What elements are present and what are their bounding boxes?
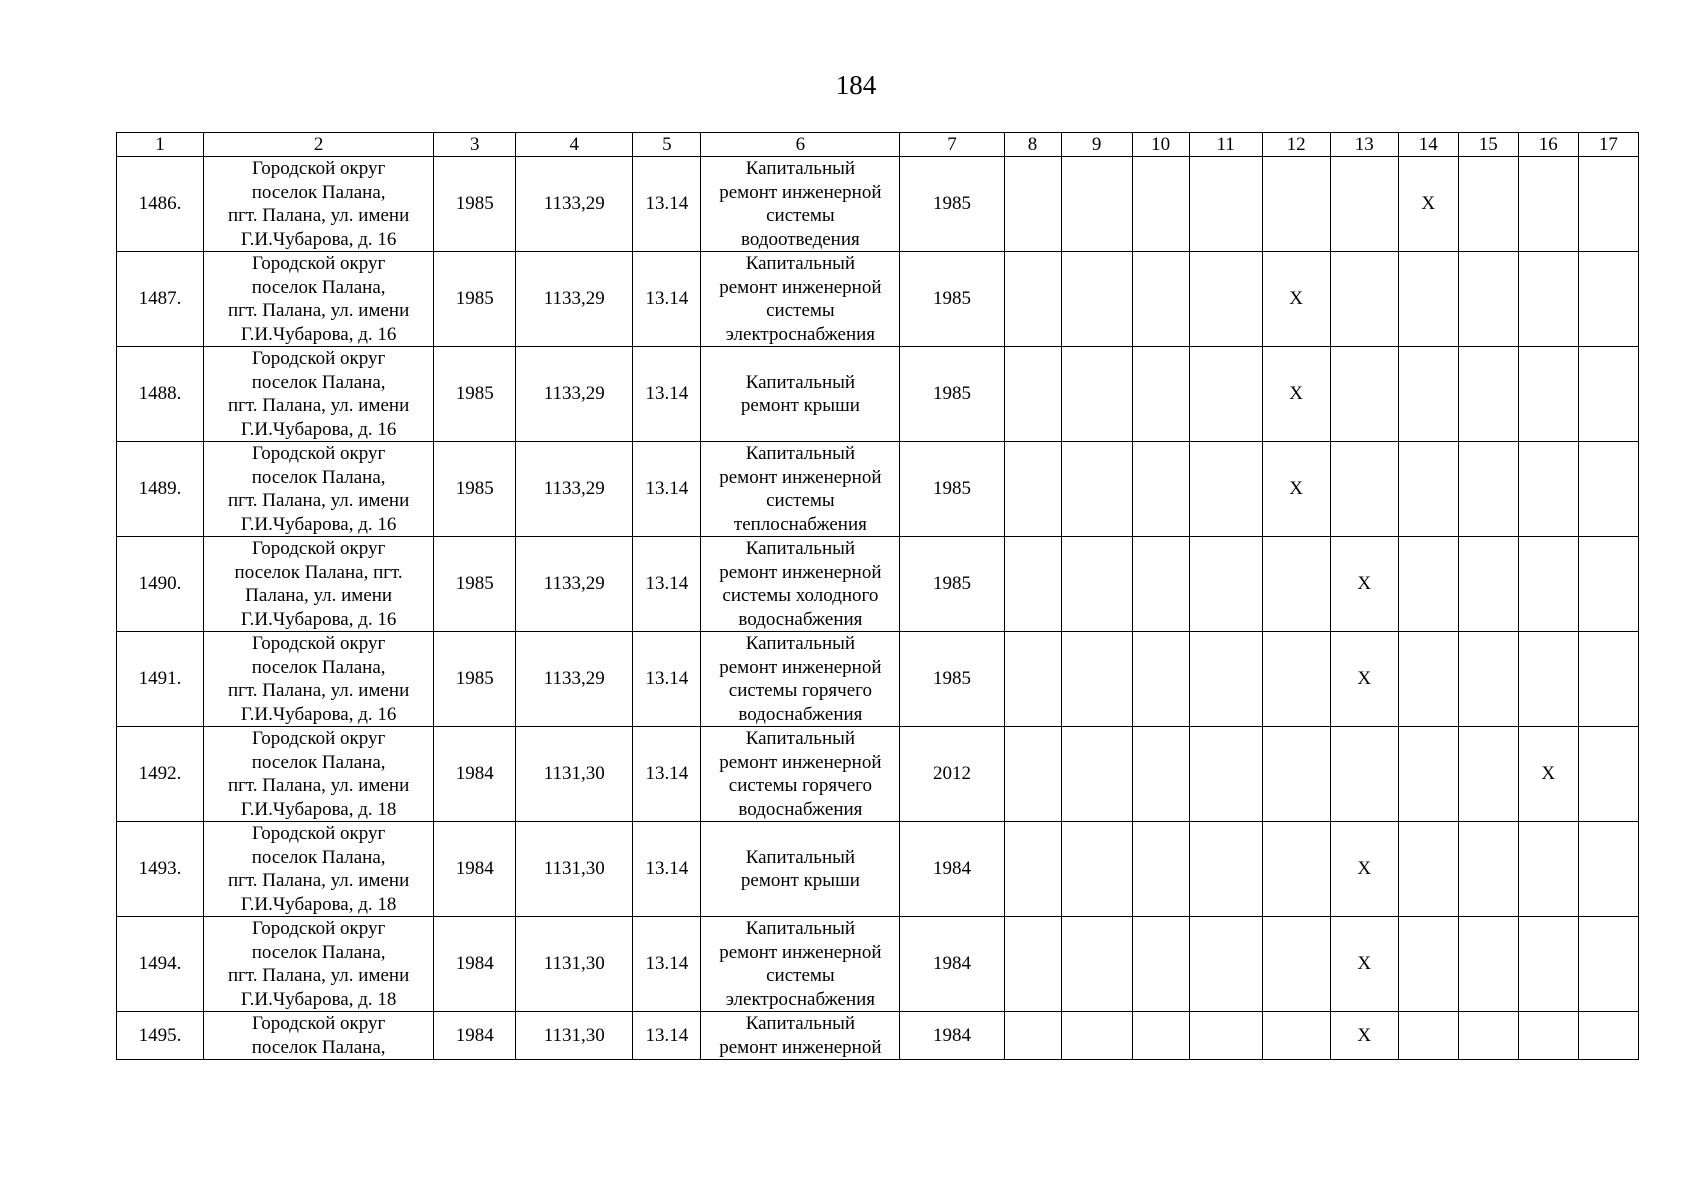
mark-cell: X — [1330, 537, 1398, 632]
row-number-cell: 1494. — [117, 917, 204, 1012]
empty-cell — [1330, 252, 1398, 347]
empty-cell — [1132, 632, 1189, 727]
empty-cell — [1458, 727, 1518, 822]
empty-cell — [1132, 727, 1189, 822]
empty-cell — [1398, 442, 1458, 537]
area-cell: 1133,29 — [516, 442, 633, 537]
year-cell: 1985 — [900, 347, 1004, 442]
area-cell: 1131,30 — [516, 822, 633, 917]
column-number-cell: 16 — [1518, 133, 1578, 157]
column-number-cell: 1 — [117, 133, 204, 157]
area-cell: 1133,29 — [516, 157, 633, 252]
empty-cell — [1132, 537, 1189, 632]
row-number-cell: 1495. — [117, 1012, 204, 1060]
build-year-cell: 1984 — [434, 917, 516, 1012]
row-number-cell: 1493. — [117, 822, 204, 917]
work-type-cell: Капитальный ремонт инженерной — [701, 1012, 900, 1060]
row-number-cell: 1490. — [117, 537, 204, 632]
empty-cell — [1132, 442, 1189, 537]
area-cell: 1133,29 — [516, 632, 633, 727]
empty-cell — [1061, 157, 1132, 252]
table-row — [117, 252, 1639, 347]
row-number-cell: 1489. — [117, 442, 204, 537]
empty-cell — [1518, 822, 1578, 917]
work-type-cell: Капитальный ремонт инженерной системы холодного водоснабжения — [701, 537, 900, 632]
empty-cell — [1518, 347, 1578, 442]
empty-cell — [1189, 157, 1262, 252]
empty-cell — [1061, 442, 1132, 537]
empty-cell — [1189, 537, 1262, 632]
empty-cell — [1578, 537, 1638, 632]
empty-cell — [1458, 442, 1518, 537]
code-cell: 13.14 — [633, 727, 701, 822]
empty-cell — [1189, 442, 1262, 537]
empty-cell — [1398, 727, 1458, 822]
empty-cell — [1061, 537, 1132, 632]
column-number-cell: 7 — [900, 133, 1004, 157]
empty-cell — [1578, 347, 1638, 442]
empty-cell — [1262, 537, 1330, 632]
column-number-cell: 5 — [633, 133, 701, 157]
capital-repair-table — [116, 132, 1639, 1060]
empty-cell — [1004, 917, 1061, 1012]
empty-cell — [1518, 442, 1578, 537]
table-row — [117, 632, 1639, 727]
area-cell: 1133,29 — [516, 347, 633, 442]
empty-cell — [1578, 632, 1638, 727]
empty-cell — [1578, 1012, 1638, 1060]
address-cell: Городской округ поселок Палана, пгт. Палана, ул. имени Г.И.Чубарова, д. 16 — [204, 157, 434, 252]
empty-cell — [1330, 727, 1398, 822]
mark-cell: X — [1398, 157, 1458, 252]
column-number-row — [117, 133, 1639, 157]
work-type-cell: Капитальный ремонт инженерной системы электроснабжения — [701, 917, 900, 1012]
empty-cell — [1061, 347, 1132, 442]
empty-cell — [1578, 917, 1638, 1012]
mark-cell: X — [1518, 727, 1578, 822]
empty-cell — [1262, 157, 1330, 252]
build-year-cell: 1984 — [434, 1012, 516, 1060]
empty-cell — [1518, 537, 1578, 632]
page-number: 184 — [835, 70, 877, 100]
code-cell: 13.14 — [633, 632, 701, 727]
empty-cell — [1189, 1012, 1262, 1060]
column-number-cell: 12 — [1262, 133, 1330, 157]
empty-cell — [1262, 1012, 1330, 1060]
empty-cell — [1398, 347, 1458, 442]
mark-cell: X — [1262, 347, 1330, 442]
column-number-cell: 3 — [434, 133, 516, 157]
empty-cell — [1578, 822, 1638, 917]
empty-cell — [1398, 1012, 1458, 1060]
empty-cell — [1004, 1012, 1061, 1060]
empty-cell — [1578, 442, 1638, 537]
work-type-cell: Капитальный ремонт инженерной системы теплоснабжения — [701, 442, 900, 537]
year-cell: 1984 — [900, 917, 1004, 1012]
empty-cell — [1061, 252, 1132, 347]
column-number-cell: 9 — [1061, 133, 1132, 157]
empty-cell — [1004, 157, 1061, 252]
mark-cell: X — [1330, 917, 1398, 1012]
work-type-cell: Капитальный ремонт инженерной системы горячего водоснабжения — [701, 727, 900, 822]
empty-cell — [1458, 917, 1518, 1012]
empty-cell — [1132, 347, 1189, 442]
build-year-cell: 1985 — [434, 157, 516, 252]
address-cell: Городской округ поселок Палана, пгт. Палана, ул. имени Г.И.Чубарова, д. 16 — [204, 632, 434, 727]
empty-cell — [1061, 1012, 1132, 1060]
address-cell: Городской округ поселок Палана, пгт. Палана, ул. имени Г.И.Чубарова, д. 16 — [204, 537, 434, 632]
table-row — [117, 157, 1639, 252]
empty-cell — [1330, 347, 1398, 442]
empty-cell — [1132, 157, 1189, 252]
empty-cell — [1189, 632, 1262, 727]
build-year-cell: 1985 — [434, 537, 516, 632]
empty-cell — [1189, 347, 1262, 442]
column-number-cell: 6 — [701, 133, 900, 157]
empty-cell — [1189, 822, 1262, 917]
year-cell: 1984 — [900, 1012, 1004, 1060]
area-cell: 1133,29 — [516, 252, 633, 347]
build-year-cell: 1985 — [434, 632, 516, 727]
empty-cell — [1330, 442, 1398, 537]
build-year-cell: 1985 — [434, 442, 516, 537]
row-number-cell: 1488. — [117, 347, 204, 442]
column-number-cell: 2 — [204, 133, 434, 157]
work-type-cell: Капитальный ремонт инженерной системы водоотведения — [701, 157, 900, 252]
column-number-cell: 13 — [1330, 133, 1398, 157]
build-year-cell: 1984 — [434, 822, 516, 917]
empty-cell — [1262, 822, 1330, 917]
empty-cell — [1061, 822, 1132, 917]
empty-cell — [1061, 632, 1132, 727]
work-type-cell: Капитальный ремонт крыши — [701, 822, 900, 917]
row-number-cell: 1491. — [117, 632, 204, 727]
empty-cell — [1004, 727, 1061, 822]
empty-cell — [1518, 1012, 1578, 1060]
address-cell: Городской округ поселок Палана, пгт. Палана, ул. имени Г.И.Чубарова, д. 16 — [204, 252, 434, 347]
code-cell: 13.14 — [633, 252, 701, 347]
empty-cell — [1578, 157, 1638, 252]
code-cell: 13.14 — [633, 1012, 701, 1060]
year-cell: 1984 — [900, 822, 1004, 917]
row-number-cell: 1487. — [117, 252, 204, 347]
empty-cell — [1398, 917, 1458, 1012]
empty-cell — [1004, 347, 1061, 442]
address-cell: Городской округ поселок Палана, пгт. Палана, ул. имени Г.И.Чубарова, д. 16 — [204, 442, 434, 537]
empty-cell — [1061, 727, 1132, 822]
mark-cell: X — [1330, 1012, 1398, 1060]
code-cell: 13.14 — [633, 917, 701, 1012]
empty-cell — [1578, 252, 1638, 347]
empty-cell — [1004, 822, 1061, 917]
empty-cell — [1398, 632, 1458, 727]
empty-cell — [1132, 822, 1189, 917]
year-cell: 1985 — [900, 442, 1004, 537]
column-number-cell: 11 — [1189, 133, 1262, 157]
year-cell: 1985 — [900, 632, 1004, 727]
table-body — [117, 133, 1639, 1060]
empty-cell — [1398, 822, 1458, 917]
row-number-cell: 1492. — [117, 727, 204, 822]
empty-cell — [1262, 727, 1330, 822]
empty-cell — [1004, 442, 1061, 537]
address-cell: Городской округ поселок Палана, пгт. Палана, ул. имени Г.И.Чубарова, д. 16 — [204, 347, 434, 442]
empty-cell — [1262, 917, 1330, 1012]
empty-cell — [1398, 252, 1458, 347]
table-row — [117, 442, 1639, 537]
code-cell: 13.14 — [633, 442, 701, 537]
empty-cell — [1132, 1012, 1189, 1060]
area-cell: 1131,30 — [516, 917, 633, 1012]
address-cell: Городской округ поселок Палана, пгт. Палана, ул. имени Г.И.Чубарова, д. 18 — [204, 822, 434, 917]
mark-cell: X — [1262, 442, 1330, 537]
mark-cell: X — [1262, 252, 1330, 347]
empty-cell — [1132, 917, 1189, 1012]
column-number-cell: 4 — [516, 133, 633, 157]
empty-cell — [1262, 632, 1330, 727]
empty-cell — [1189, 252, 1262, 347]
column-number-cell: 17 — [1578, 133, 1638, 157]
empty-cell — [1398, 537, 1458, 632]
table-row — [117, 727, 1639, 822]
empty-cell — [1518, 157, 1578, 252]
code-cell: 13.14 — [633, 537, 701, 632]
empty-cell — [1458, 157, 1518, 252]
build-year-cell: 1984 — [434, 727, 516, 822]
code-cell: 13.14 — [633, 157, 701, 252]
column-number-cell: 10 — [1132, 133, 1189, 157]
area-cell: 1131,30 — [516, 727, 633, 822]
table-row — [117, 917, 1639, 1012]
empty-cell — [1518, 917, 1578, 1012]
address-cell: Городской округ поселок Палана, — [204, 1012, 434, 1060]
empty-cell — [1189, 727, 1262, 822]
empty-cell — [1189, 917, 1262, 1012]
work-type-cell: Капитальный ремонт инженерной системы электроснабжения — [701, 252, 900, 347]
empty-cell — [1132, 252, 1189, 347]
row-number-cell: 1486. — [117, 157, 204, 252]
empty-cell — [1458, 822, 1518, 917]
year-cell: 1985 — [900, 252, 1004, 347]
year-cell: 1985 — [900, 157, 1004, 252]
empty-cell — [1458, 1012, 1518, 1060]
code-cell: 13.14 — [633, 347, 701, 442]
work-type-cell: Капитальный ремонт крыши — [701, 347, 900, 442]
area-cell: 1133,29 — [516, 537, 633, 632]
table-row — [117, 347, 1639, 442]
area-cell: 1131,30 — [516, 1012, 633, 1060]
empty-cell — [1458, 252, 1518, 347]
empty-cell — [1578, 727, 1638, 822]
empty-cell — [1458, 347, 1518, 442]
mark-cell: X — [1330, 632, 1398, 727]
table-row — [117, 537, 1639, 632]
column-number-cell: 14 — [1398, 133, 1458, 157]
year-cell: 1985 — [900, 537, 1004, 632]
year-cell: 2012 — [900, 727, 1004, 822]
column-number-cell: 15 — [1458, 133, 1518, 157]
empty-cell — [1518, 252, 1578, 347]
address-cell: Городской округ поселок Палана, пгт. Палана, ул. имени Г.И.Чубарова, д. 18 — [204, 917, 434, 1012]
empty-cell — [1004, 632, 1061, 727]
column-number-cell: 8 — [1004, 133, 1061, 157]
build-year-cell: 1985 — [434, 252, 516, 347]
table-row — [117, 1012, 1639, 1060]
build-year-cell: 1985 — [434, 347, 516, 442]
mark-cell: X — [1330, 822, 1398, 917]
code-cell: 13.14 — [633, 822, 701, 917]
empty-cell — [1004, 537, 1061, 632]
work-type-cell: Капитальный ремонт инженерной системы горячего водоснабжения — [701, 632, 900, 727]
table-row — [117, 822, 1639, 917]
empty-cell — [1458, 537, 1518, 632]
empty-cell — [1330, 157, 1398, 252]
empty-cell — [1061, 917, 1132, 1012]
empty-cell — [1518, 632, 1578, 727]
address-cell: Городской округ поселок Палана, пгт. Палана, ул. имени Г.И.Чубарова, д. 18 — [204, 727, 434, 822]
empty-cell — [1458, 632, 1518, 727]
empty-cell — [1004, 252, 1061, 347]
